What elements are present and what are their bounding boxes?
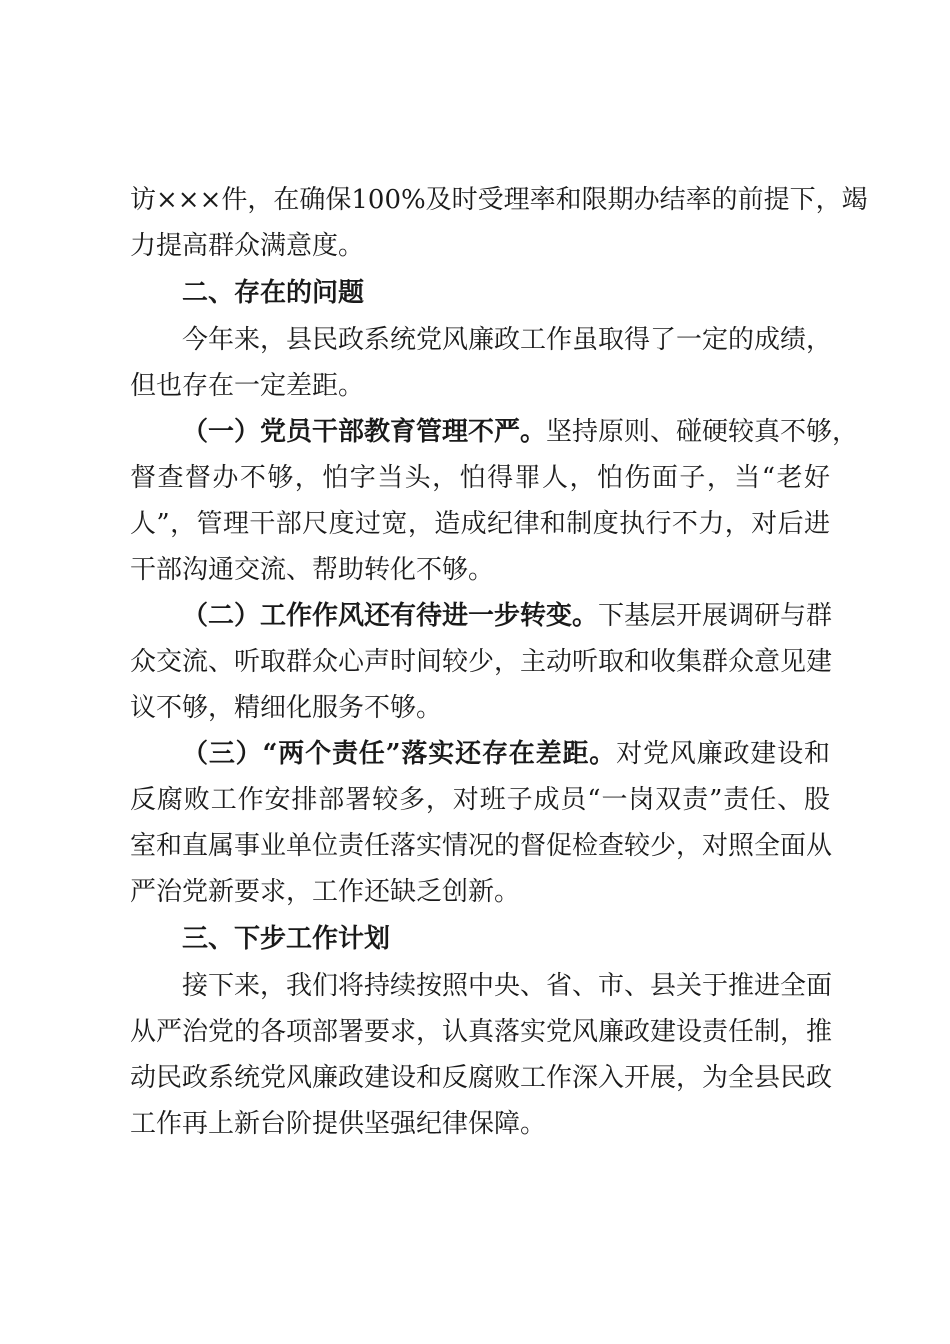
line-text: 动民政系统党风廉政建设和反腐败工作深入开展，为全县民政	[130, 1063, 833, 1093]
paragraph	[130, 593, 833, 731]
bold-lead-phrase: （一）党员干部教育管理不严。	[182, 417, 547, 447]
line-text: 接下来，我们将持续按照中央、省、市、县关于推进全面	[182, 971, 833, 1001]
line-text: 干部沟通交流、帮助转化不够。	[130, 555, 495, 585]
text-line	[130, 593, 833, 639]
text-line	[130, 963, 833, 1009]
line-text: 但也存在一定差距。	[130, 371, 365, 401]
paragraph	[130, 731, 833, 915]
text-line	[130, 501, 830, 547]
line-text: 众交流、听取群众心声时间较少，主动听取和收集群众意见建	[130, 647, 833, 677]
line-text: 今年来，县民政系统党风廉政工作虽取得了一定的成绩，	[182, 325, 833, 355]
bold-lead-phrase: （三）“两个责任”落实还存在差距。	[182, 739, 617, 769]
text-line	[130, 547, 830, 593]
line-text: 二、存在的问题	[182, 278, 365, 308]
line-text: 室和直属事业单位责任落实情况的督促检查较少，对照全面从	[130, 831, 833, 861]
paragraph	[130, 963, 833, 1147]
text-line	[130, 363, 830, 409]
text-line	[130, 409, 859, 455]
text-line	[130, 317, 833, 363]
text-line	[130, 1055, 833, 1101]
line-text: 严治党新要求，工作还缺乏创新。	[130, 877, 521, 907]
section-heading	[130, 269, 830, 317]
line-text: 三、下步工作计划	[182, 924, 391, 954]
text-line	[130, 1101, 830, 1147]
bold-lead-phrase: （二）工作作风还有待进一步转变。	[182, 601, 599, 631]
text-line	[130, 869, 830, 915]
text-line	[130, 1009, 833, 1055]
paragraph	[130, 409, 859, 593]
text-line	[130, 915, 830, 963]
line-text: 力提高群众满意度。	[130, 231, 365, 261]
section-heading	[130, 915, 830, 963]
line-text: 访×××件，在确保100%及时受理率和限期办结率的前提下，竭	[130, 185, 868, 215]
document-page	[130, 177, 868, 1147]
text-line	[130, 639, 833, 685]
text-line	[130, 777, 830, 823]
line-text: 督查督办不够，怕字当头，怕得罪人，怕伤面子，当“老好	[130, 463, 830, 493]
text-line	[130, 223, 830, 269]
line-text: 坚持原则、碰硬较真不够，	[546, 417, 859, 447]
text-line	[130, 823, 833, 869]
text-line	[130, 455, 830, 501]
paragraph	[130, 177, 868, 269]
line-text: 反腐败工作安排部署较多，对班子成员“一岗双责”责任、股	[130, 785, 830, 815]
line-text: 工作再上新台阶提供坚强纪律保障。	[130, 1109, 547, 1139]
paragraph	[130, 317, 833, 409]
line-text: 下基层开展调研与群	[598, 601, 833, 631]
text-line	[130, 269, 830, 317]
text-line	[130, 685, 830, 731]
line-text: 从严治党的各项部署要求，认真落实党风廉政建设责任制，推	[130, 1017, 833, 1047]
text-line	[130, 731, 830, 777]
line-text: 议不够，精细化服务不够。	[130, 693, 443, 723]
text-line	[130, 177, 868, 223]
line-text: 人”，管理干部尺度过宽，造成纪律和制度执行不力，对后进	[130, 509, 830, 539]
line-text: 对党风廉政建设和	[616, 739, 830, 769]
